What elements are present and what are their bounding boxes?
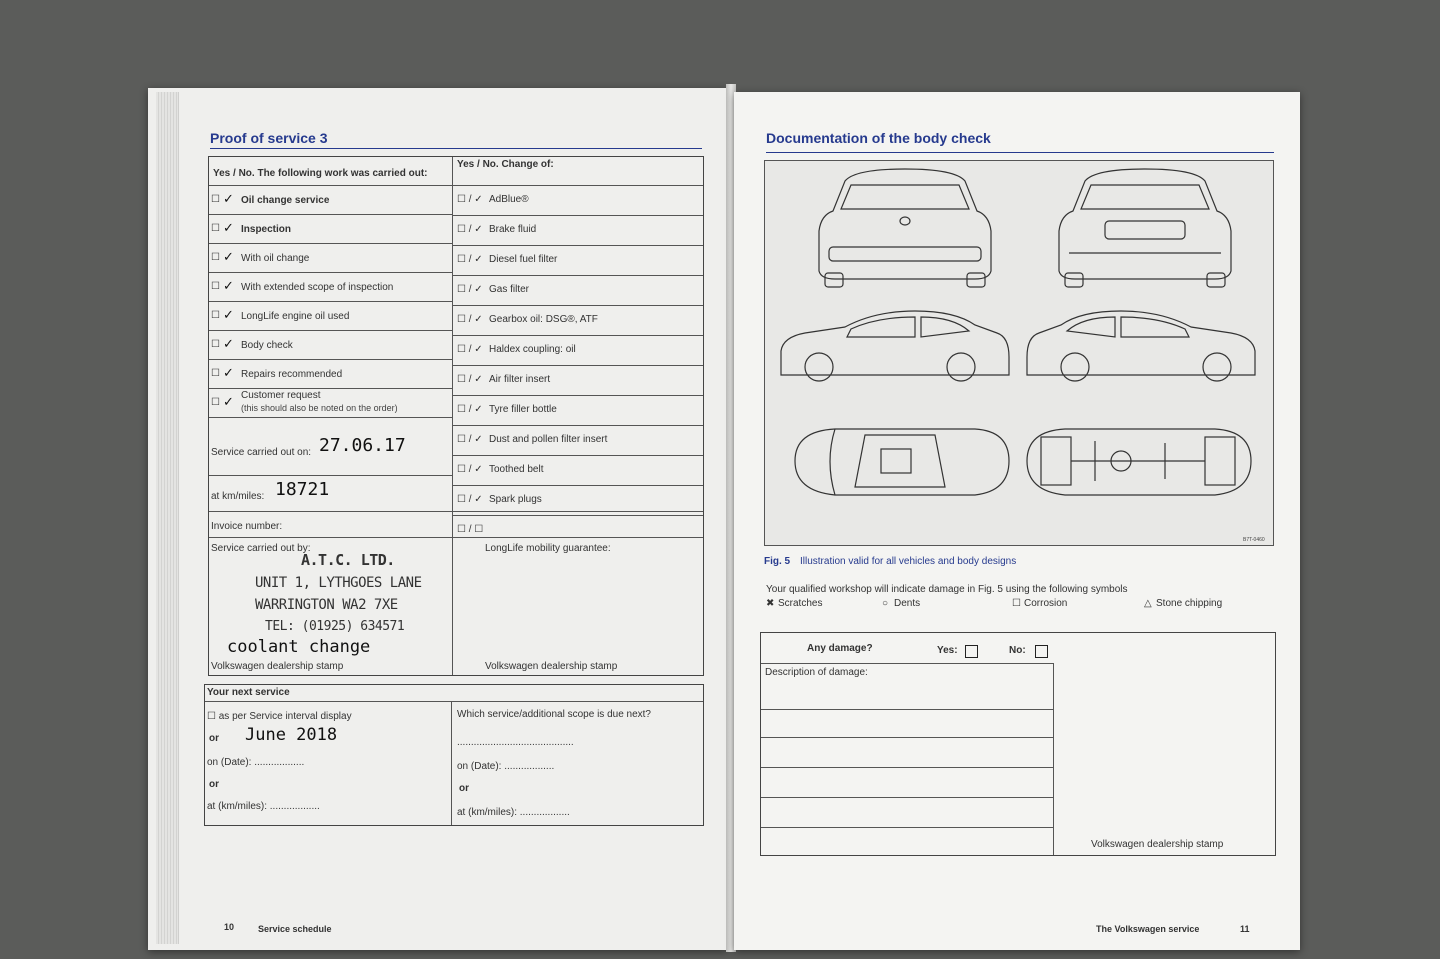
- next-which: Which service/additional scope is due next?: [457, 709, 651, 720]
- proof-of-service-title: Proof of service 3: [210, 130, 328, 146]
- row-divider: [209, 243, 452, 244]
- next-or-3: or: [459, 783, 469, 794]
- change-row-checkbox[interactable]: ☐ / ✓: [457, 314, 483, 325]
- car-outlines: [765, 161, 1273, 545]
- row-divider: [209, 388, 452, 389]
- next-or-2: or: [209, 779, 219, 790]
- row-divider: [452, 515, 703, 516]
- change-row-label: Tyre filler bottle: [489, 404, 557, 415]
- car-side-right-view: [1027, 311, 1255, 381]
- stamp-line-2: UNIT 1, LYTHGOES LANE: [255, 575, 422, 591]
- fig-caption: Illustration valid for all vehicles and body designs: [800, 556, 1017, 567]
- change-row-checkbox[interactable]: ☐ / ✓: [457, 404, 483, 415]
- next-dots: ..........................................: [457, 737, 574, 748]
- yes-label: Yes:: [937, 645, 958, 656]
- next-as-per: ☐ as per Service interval display: [207, 711, 352, 722]
- car-rear-view: [819, 169, 991, 287]
- service-carried-on-label: Service carried out on:: [211, 447, 312, 458]
- work-row-label: With oil change: [241, 253, 310, 264]
- page-edges: [156, 92, 179, 944]
- change-row-checkbox[interactable]: ☐ / ✓: [457, 464, 483, 475]
- legend-label: Dents: [894, 598, 921, 609]
- dealer-stamp-label: Volkswagen dealership stamp: [211, 661, 344, 672]
- work-row-checkbox[interactable]: ☐: [211, 368, 220, 379]
- service-booklet: [148, 84, 1300, 952]
- row-divider: [209, 272, 452, 273]
- work-row-checkbox[interactable]: ☐: [211, 310, 220, 321]
- body-check-title: Documentation of the body check: [766, 130, 991, 146]
- change-row-label: Toothed belt: [489, 464, 544, 475]
- legend-symbol-icon: ○: [882, 598, 889, 609]
- work-row-label: LongLife engine oil used: [241, 311, 350, 322]
- damage-symbol-legend: [766, 598, 1276, 612]
- row-divider: [209, 359, 452, 360]
- dealer-stamp-label-2: Volkswagen dealership stamp: [485, 661, 618, 672]
- row-divider: [209, 417, 452, 418]
- workshop-instructions: Your qualified workshop will indicate damage in Fig. 5 using the following symbols: [766, 584, 1128, 595]
- row-divider: [452, 365, 703, 366]
- next-or-1: or: [209, 733, 219, 744]
- figure-code: B7T-0460: [1243, 537, 1265, 543]
- legend-label: Stone chipping: [1156, 598, 1223, 609]
- work-row-checkbox[interactable]: ☐: [211, 252, 220, 263]
- km-label: at km/miles:: [211, 491, 265, 502]
- work-row-label: Oil change service: [241, 195, 330, 206]
- next-at-km: at (km/miles): ..................: [207, 801, 320, 812]
- no-checkbox[interactable]: [1035, 645, 1048, 658]
- work-row-checkbox[interactable]: ☐: [211, 339, 220, 350]
- next-on-date-2: on (Date): ..................: [457, 761, 555, 772]
- change-row-label: Brake fluid: [489, 224, 537, 235]
- change-row-label: AdBlue®: [489, 194, 529, 205]
- longlife-label: LongLife mobility guarantee:: [485, 543, 611, 554]
- car-side-left-view: [781, 311, 1009, 381]
- fig-number: Fig. 5: [764, 556, 791, 567]
- work-row-tick: ✓: [223, 336, 234, 351]
- work-row-label: Inspection: [241, 224, 292, 235]
- car-diagram-figure: [764, 160, 1274, 546]
- work-row-label: Customer request: [241, 390, 321, 401]
- work-row-label: With extended scope of inspection: [241, 282, 394, 293]
- service-table: [208, 156, 704, 676]
- car-front-view: [1059, 169, 1231, 287]
- stamp-line-1: A.T.C. LTD.: [301, 551, 395, 569]
- work-row-tick: ✓: [223, 220, 234, 235]
- damage-table: [760, 632, 1276, 856]
- description-label: Description of damage:: [765, 667, 868, 678]
- any-damage-label: Any damage?: [807, 643, 873, 654]
- change-row-checkbox[interactable]: ☐ / ☐: [457, 524, 484, 535]
- change-row-checkbox[interactable]: ☐ / ✓: [457, 434, 483, 445]
- left-footer: Service schedule: [258, 924, 332, 934]
- left-page-number: 10: [224, 922, 235, 932]
- row-divider: [452, 455, 703, 456]
- legend-label: Corrosion: [1024, 598, 1068, 609]
- change-row-checkbox[interactable]: ☐ / ✓: [457, 374, 483, 385]
- change-row-checkbox[interactable]: ☐ / ✓: [457, 284, 483, 295]
- change-row-label: Spark plugs: [489, 494, 542, 505]
- row-divider: [452, 335, 703, 336]
- legend-symbol-icon: ✖: [766, 598, 775, 609]
- work-row-tick: ✓: [223, 191, 234, 206]
- col2-header: Yes / No. Change of:: [457, 159, 554, 170]
- work-row-checkbox[interactable]: ☐: [211, 397, 220, 408]
- work-row-tick: ✓: [223, 249, 234, 264]
- handwritten-note: coolant change: [227, 637, 371, 657]
- change-row-label: Gas filter: [489, 284, 530, 295]
- work-row-checkbox[interactable]: ☐: [211, 194, 220, 205]
- legend-symbol-icon: ☐: [1012, 598, 1021, 609]
- right-footer: The Volkswagen service: [1096, 924, 1200, 934]
- no-label: No:: [1009, 645, 1026, 656]
- next-service-handwritten: June 2018: [245, 725, 338, 745]
- row-divider: [452, 395, 703, 396]
- body-check-rule: [766, 152, 1274, 153]
- next-on-date: on (Date): ..................: [207, 757, 305, 768]
- change-row-checkbox[interactable]: ☐ / ✓: [457, 254, 483, 265]
- next-at-km-2: at (km/miles): ..................: [457, 807, 570, 818]
- change-row-checkbox[interactable]: ☐ / ✓: [457, 194, 483, 205]
- change-row-label: Haldex coupling: oil: [489, 344, 576, 355]
- work-row-tick: ✓: [223, 307, 234, 322]
- work-row-label: Repairs recommended: [241, 369, 343, 380]
- col1-header: Yes / No. The following work was carried out:: [213, 168, 428, 179]
- row-divider: [452, 425, 703, 426]
- row-divider: [452, 485, 703, 486]
- legend-label: Scratches: [778, 598, 823, 609]
- legend-symbol-icon: △: [1144, 598, 1152, 609]
- yes-checkbox[interactable]: [965, 645, 978, 658]
- change-row-label: Diesel fuel filter: [489, 254, 558, 265]
- work-row-checkbox[interactable]: ☐: [211, 223, 220, 234]
- left-page: [148, 88, 728, 950]
- change-row-label: Gearbox oil: DSG®, ATF: [489, 314, 598, 325]
- stamp-line-3: WARRINGTON WA2 7XE: [255, 597, 398, 613]
- invoice-label: Invoice number:: [211, 521, 283, 532]
- row-divider: [209, 301, 452, 302]
- car-top-view: [795, 429, 1009, 495]
- stamp-line-4: TEL: (01925) 634571: [265, 619, 405, 634]
- work-row-label: Body check: [241, 340, 293, 351]
- carried-out-by-label: Service carried out by:: [211, 543, 311, 554]
- car-underbody-view: [1027, 429, 1251, 495]
- row-divider: [209, 214, 452, 215]
- change-row-label: Air filter insert: [489, 374, 551, 385]
- change-row-label: Dust and pollen filter insert: [489, 434, 608, 445]
- work-row-tick: ✓: [223, 365, 234, 380]
- right-page-number: 11: [1240, 924, 1250, 934]
- change-row-checkbox[interactable]: ☐ / ✓: [457, 344, 483, 355]
- next-service-title: Your next service: [207, 687, 290, 698]
- work-row-checkbox[interactable]: ☐: [211, 281, 220, 292]
- service-date-handwritten: 27.06.17: [319, 435, 406, 456]
- change-row-checkbox[interactable]: ☐ / ✓: [457, 494, 483, 505]
- row-divider: [452, 275, 703, 276]
- customer-request-note: (this should also be noted on the order): [241, 403, 398, 413]
- row-divider: [452, 305, 703, 306]
- dealer-stamp-label-right: Volkswagen dealership stamp: [1091, 839, 1224, 850]
- row-divider: [452, 245, 703, 246]
- row-divider: [209, 330, 452, 331]
- work-row-tick: ✓: [223, 278, 234, 293]
- title-rule: [210, 148, 702, 149]
- km-handwritten: 18721: [275, 479, 330, 500]
- work-row-tick: ✓: [223, 394, 234, 409]
- change-row-checkbox[interactable]: ☐ / ✓: [457, 224, 483, 235]
- next-service-table: [204, 684, 704, 826]
- row-divider: [452, 215, 703, 216]
